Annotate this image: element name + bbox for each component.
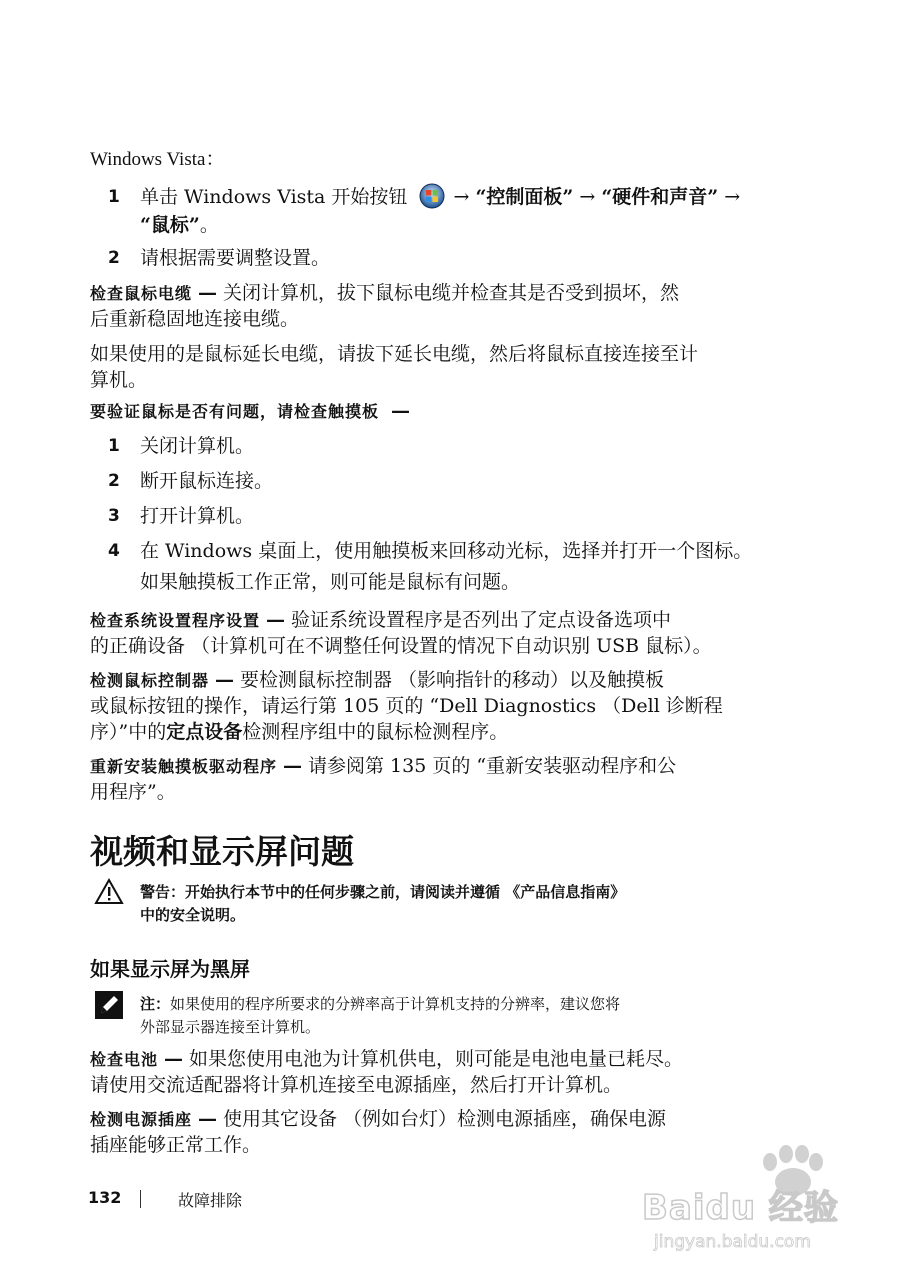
section-title: 视频和显示屏问题 — [90, 832, 354, 871]
note-text-cont: 外部显示器连接至计算机。 — [140, 1018, 321, 1036]
step-number: 4 — [108, 541, 120, 561]
battery-text: 如果您使用电池为计算机供电，则可能是电池电量已耗尽。 — [189, 1048, 684, 1070]
arrow: → — [579, 186, 596, 208]
extension-text-cont: 算机。 — [90, 369, 148, 391]
dash: — — [283, 755, 303, 777]
watermark-brand: Baidu 经验 — [642, 1188, 839, 1228]
cable-text: 关闭计算机，拔下鼠标电缆并检查其是否受到损坏，然 — [223, 282, 680, 304]
reinstall-text-cont: 用程序”。 — [90, 781, 176, 803]
setup-lead: 检查系统设置程序设置 — [90, 611, 261, 630]
vista-step-1 — [140, 183, 740, 217]
controller-text: 要检测鼠标控制器 （影响指针的移动）以及触摸板 — [240, 669, 665, 691]
step-number: 1 — [108, 436, 120, 456]
vista-step-1-cont — [140, 211, 219, 239]
setup-text-cont: 的正确设备 （计算机可在不调整任何设置的情况下自动识别 USB 鼠标）。 — [90, 635, 712, 657]
verify-step-1: 关闭计算机。 — [140, 435, 255, 457]
note-text — [140, 992, 620, 1016]
controller-text-cont: 或鼠标按钮的操作，请运行第 105 页的 “Dell Diagnostics （Dell 诊断程 — [90, 695, 723, 717]
controller-paragraph — [90, 666, 664, 695]
menu-path-hardware: “硬件和声音” — [601, 186, 719, 208]
footer-section: 故障排除 — [178, 1191, 243, 1210]
footer-divider — [140, 1190, 141, 1208]
dash: — — [391, 400, 411, 422]
baidu-watermark — [640, 1140, 850, 1270]
reinstall-text: 请参阅第 135 页的 “重新安装驱动程序和公 — [308, 755, 677, 777]
outlet-paragraph — [90, 1105, 666, 1134]
vista-heading: Windows Vista： — [90, 149, 225, 170]
verify-lead: 要验证鼠标是否有问题，请检查触摸板 — [90, 402, 380, 421]
step-number: 3 — [108, 506, 120, 526]
verify-note: 如果触摸板工作正常，则可能是鼠标有问题。 — [140, 571, 521, 593]
battery-text-cont: 请使用交流适配器将计算机连接至电源插座，然后打开计算机。 — [90, 1074, 623, 1096]
punctuation: 。 — [199, 214, 219, 236]
vista-step-2: 请根据需要调整设置。 — [140, 247, 331, 269]
dash: — — [198, 1108, 218, 1130]
verify-heading — [90, 397, 416, 426]
outlet-text: 使用其它设备 （例如台灯）检测电源插座，确保电源 — [223, 1108, 667, 1130]
reinstall-lead: 重新安装触摸板驱动程序 — [90, 757, 278, 776]
step-number: 1 — [108, 187, 120, 207]
controller-text-cont-2 — [90, 718, 508, 746]
note-body: 如果使用的程序所要求的分辨率高于计算机支持的分辨率，建议您将 — [170, 995, 621, 1013]
menu-path-control-panel: “控制面板” — [475, 186, 574, 208]
subsection-title: 如果显示屏为黑屏 — [90, 957, 250, 981]
battery-lead: 检查电池 — [90, 1050, 159, 1069]
extension-text: 如果使用的是鼠标延长电缆，请拔下延长电缆，然后将鼠标直接连接至计 — [90, 343, 699, 365]
dash: — — [215, 669, 235, 691]
cable-text-cont: 后重新稳固地连接电缆。 — [90, 308, 300, 330]
step-number: 2 — [108, 248, 120, 268]
setup-text: 验证系统设置程序是否列出了定点设备选项中 — [291, 609, 672, 631]
step-number: 2 — [108, 471, 120, 491]
arrow: → — [453, 186, 470, 208]
battery-paragraph — [90, 1045, 683, 1074]
warning-text: 警告：开始执行本节中的任何步骤之前，请阅读并遵循 《产品信息指南》 — [140, 883, 626, 901]
pointing-devices-label: 定点设备 — [166, 721, 243, 743]
note-icon — [95, 991, 123, 1023]
windows-start-icon — [419, 183, 445, 217]
setup-paragraph — [90, 606, 671, 635]
controller-lead: 检测鼠标控制器 — [90, 671, 210, 690]
menu-path-mouse: “鼠标” — [140, 214, 200, 236]
warning-icon — [94, 878, 124, 909]
step-text: 单击 Windows Vista 开始按钮 — [140, 186, 408, 208]
reinstall-paragraph — [90, 752, 676, 781]
warning-text-cont: 中的安全说明。 — [140, 906, 246, 924]
dash: — — [198, 282, 218, 304]
arrow: → — [724, 186, 741, 208]
dash: — — [266, 609, 286, 631]
cable-paragraph — [90, 279, 679, 308]
verify-step-4: 在 Windows 桌面上，使用触摸板来回移动光标，选择并打开一个图标。 — [140, 540, 753, 562]
note-label: 注： — [140, 995, 171, 1013]
verify-step-2: 断开鼠标连接。 — [140, 470, 274, 492]
cable-lead: 检查鼠标电缆 — [90, 284, 193, 303]
watermark-url: jingyan.baidu.com — [654, 1232, 811, 1252]
dash: — — [164, 1048, 184, 1070]
page-number: 132 — [88, 1188, 122, 1207]
outlet-text-cont: 插座能够正常工作。 — [90, 1134, 262, 1156]
verify-step-3: 打开计算机。 — [140, 505, 255, 527]
outlet-lead: 检测电源插座 — [90, 1110, 193, 1129]
controller-text: 检测程序组中的鼠标检测程序。 — [242, 721, 509, 743]
controller-text: 序）”中的 — [90, 721, 167, 743]
